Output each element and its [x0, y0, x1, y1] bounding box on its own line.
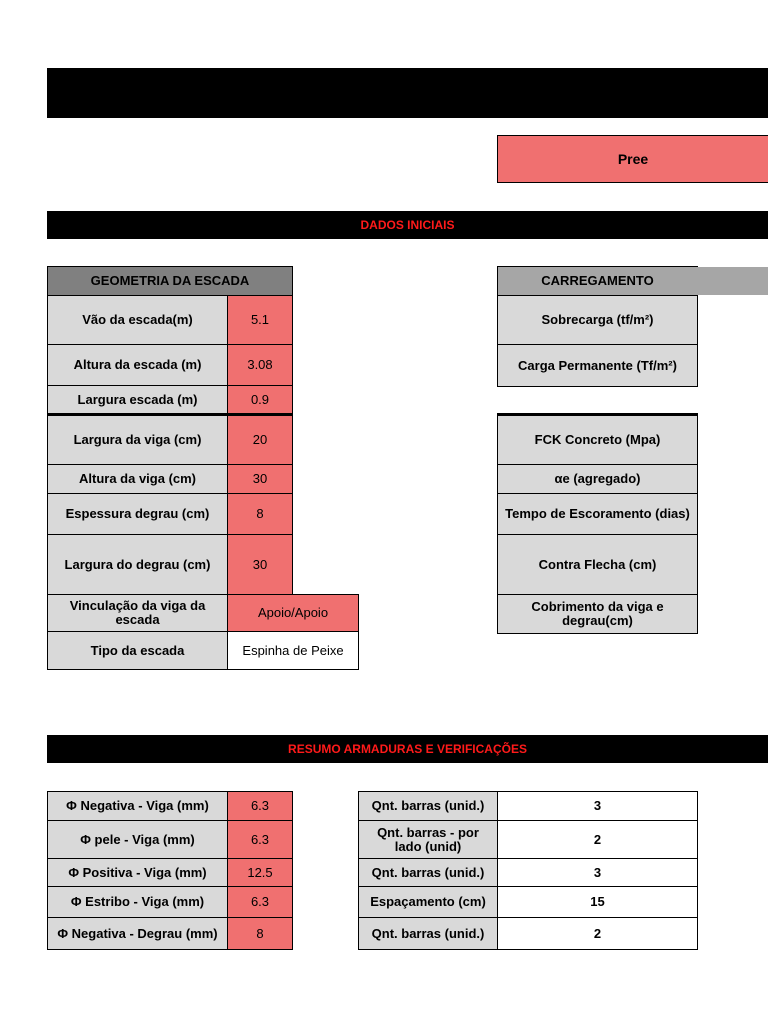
loading-header [497, 266, 698, 296]
geometry-row-label [47, 594, 228, 632]
value-text: 0.9 [250, 391, 270, 407]
summary-qty-label [358, 917, 498, 950]
summary-row-value[interactable] [227, 917, 293, 950]
label-text: Qnt. barras (unid.) [371, 798, 485, 814]
fill-button[interactable] [497, 135, 768, 183]
value-text: 3 [593, 864, 602, 880]
label-text: Φ Negativa - Degrau (mm) [57, 925, 218, 941]
label-text: Tipo da escada [90, 642, 185, 658]
value-text: 3 [593, 798, 602, 814]
label-text: FCK Concreto (Mpa) [534, 432, 661, 448]
value-text: Espinha de Peixe [242, 642, 344, 658]
loading-row-label [497, 344, 698, 387]
label-text: Largura do degrau (cm) [64, 556, 211, 572]
summary-row-label [47, 917, 228, 950]
summary-qty-label [358, 820, 498, 859]
geometry-row-label [47, 385, 228, 414]
label-text: αe (agregado) [554, 471, 641, 487]
label-text: Altura da escada (m) [73, 357, 202, 373]
section-title: RESUMO ARMADURAS E VERIFICAÇÕES [288, 742, 527, 756]
label-text: Φ pele - Viga (mm) [80, 831, 195, 847]
geometry-row-value[interactable] [227, 493, 293, 535]
loading-row-label [497, 295, 698, 345]
label-text: Largura escada (m) [77, 391, 198, 407]
geometry-row-label [47, 344, 228, 386]
value-text: 5.1 [250, 312, 270, 328]
loading-header-text: CARREGAMENTO [541, 273, 654, 289]
label-text: Vão da escada(m) [82, 312, 193, 328]
label-text: Φ Estribo - Viga (mm) [70, 894, 205, 910]
label-text: Qnt. barras (unid.) [371, 925, 485, 941]
vinculacao-select[interactable] [227, 594, 359, 632]
value-text: 20 [252, 432, 268, 448]
geometry-row-label [47, 493, 228, 535]
label-text: Φ Positiva - Viga (mm) [68, 864, 207, 880]
top-title-bar [47, 68, 768, 118]
geometry-header-text: GEOMETRIA DA ESCADA [90, 273, 250, 289]
summary-qty-value [497, 820, 698, 859]
value-text: 2 [593, 925, 602, 941]
label-text: Cobrimento da viga e degrau(cm) [531, 599, 664, 628]
summary-qty-label [358, 858, 498, 887]
value-text: 30 [252, 471, 268, 487]
value-text: 3.08 [247, 357, 273, 373]
geometry-row-label [47, 413, 228, 465]
loading-header-extension [697, 267, 768, 295]
section-title: DADOS INICIAIS [360, 218, 455, 232]
value-text: Apoio/Apoio [257, 605, 329, 621]
geometry-row-label [47, 295, 228, 345]
summary-qty-value [497, 917, 698, 950]
summary-row-label [47, 791, 228, 821]
value-text: 6.3 [250, 894, 270, 910]
geometry-row-value[interactable] [227, 534, 293, 595]
summary-row-value[interactable] [227, 791, 293, 821]
value-text: 6.3 [250, 831, 270, 847]
geometry-row-label [47, 631, 228, 670]
value-text: 2 [593, 831, 602, 847]
geometry-row-label [47, 534, 228, 595]
summary-row-label [47, 858, 228, 887]
label-text: Largura da viga (cm) [73, 432, 202, 448]
section-resumo [47, 735, 768, 763]
geometry-header [47, 266, 293, 296]
label-text: Qnt. barras - por lado (unid) [377, 824, 479, 854]
tipo-escada-select[interactable] [227, 631, 359, 670]
label-text: Φ Negativa - Viga (mm) [66, 798, 209, 814]
label-text: Contra Flecha (cm) [538, 556, 657, 572]
loading-row-label [497, 594, 698, 634]
value-text: 15 [590, 894, 605, 910]
label-text: Qnt. barras (unid.) [371, 864, 485, 880]
geometry-row-value[interactable] [227, 413, 293, 465]
loading-row-label [497, 493, 698, 535]
summary-qty-value [497, 791, 698, 821]
geometry-row-label [47, 464, 228, 494]
label-text: Espaçamento (cm) [370, 894, 486, 910]
geometry-row-value[interactable] [227, 344, 293, 386]
summary-qty-value [497, 858, 698, 887]
geometry-row-value[interactable] [227, 464, 293, 494]
fill-button-label: Pree [617, 150, 649, 167]
summary-row-value[interactable] [227, 886, 293, 918]
label-text: Altura da viga (cm) [78, 471, 197, 487]
geometry-row-value[interactable] [227, 385, 293, 414]
summary-row-label [47, 820, 228, 859]
summary-qty-label [358, 791, 498, 821]
loading-row-label [497, 534, 698, 595]
label-text: Carga Permanente (Tf/m²) [518, 357, 677, 373]
value-text: 30 [252, 556, 268, 572]
loading-row-label [497, 413, 698, 465]
summary-row-value[interactable] [227, 858, 293, 887]
label-text: Espessura degrau (cm) [65, 506, 210, 522]
value-text: 8 [256, 506, 264, 522]
value-text: 8 [256, 925, 264, 941]
geometry-row-value[interactable] [227, 295, 293, 345]
section-dados-iniciais [47, 211, 768, 239]
summary-qty-value [497, 886, 698, 918]
label-text: Vinculação da viga da escada [69, 598, 206, 627]
summary-row-value[interactable] [227, 820, 293, 859]
label-text: Sobrecarga (tf/m²) [541, 312, 654, 328]
value-text: 12.5 [247, 864, 273, 880]
loading-row-label [497, 464, 698, 494]
value-text: 6.3 [250, 798, 270, 814]
label-text: Tempo de Escoramento (dias) [505, 506, 690, 522]
summary-row-label [47, 886, 228, 918]
summary-qty-label [358, 886, 498, 918]
